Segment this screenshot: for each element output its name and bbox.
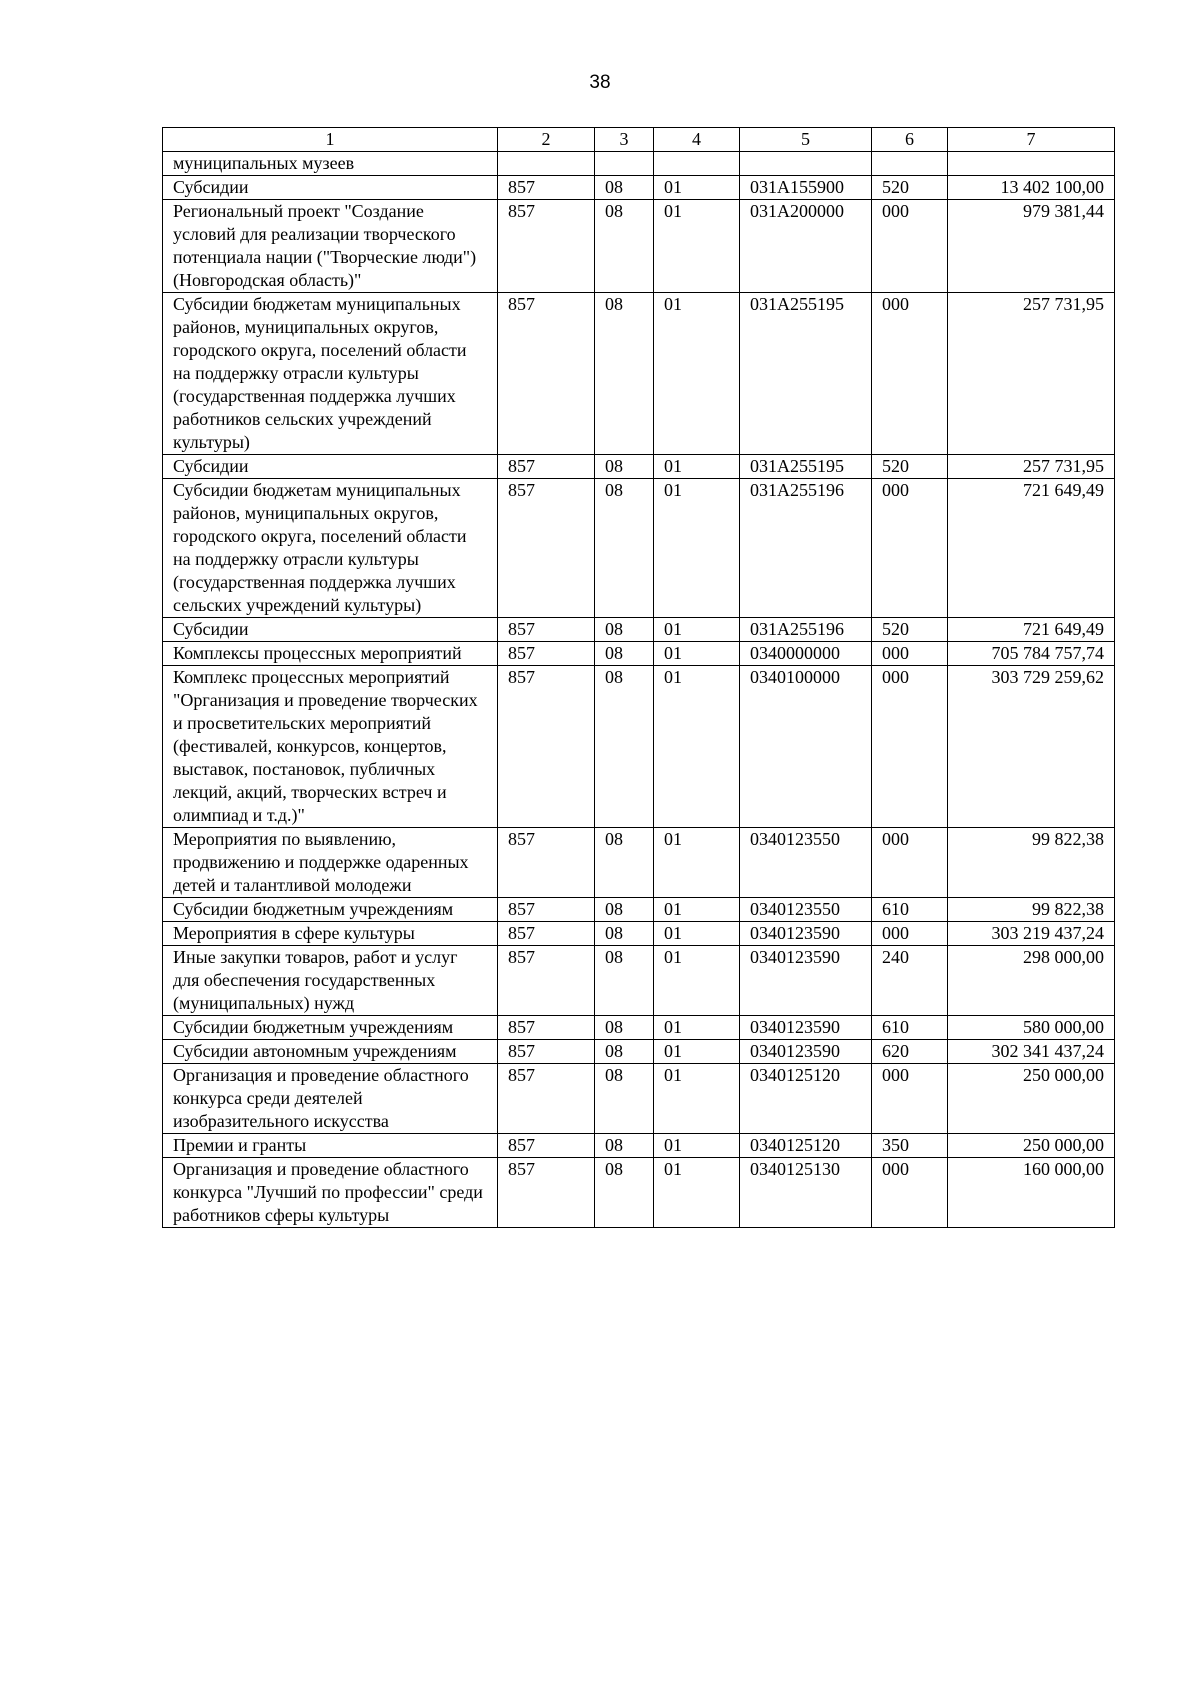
table-header-row <box>163 128 1115 152</box>
cell-target-article: 031А155900 <box>740 176 872 200</box>
cell-expense-type: 520 <box>872 618 948 642</box>
cell-expense-type: 000 <box>872 479 948 618</box>
cell-section: 08 <box>595 828 654 898</box>
cell-subsection: 01 <box>654 1064 740 1134</box>
cell-expense-type: 000 <box>872 922 948 946</box>
table-row <box>163 898 1115 922</box>
cell-target-article: 031А200000 <box>740 200 872 293</box>
cell-expense-type: 000 <box>872 828 948 898</box>
table-row <box>163 1158 1115 1228</box>
cell-name: Иные закупки товаров, работ и услуг для обеспечения государственных (муниципальных) нужд <box>163 946 498 1016</box>
cell-section: 08 <box>595 455 654 479</box>
cell-name: Субсидии <box>163 618 498 642</box>
cell-section: 08 <box>595 666 654 828</box>
cell-ministry-code: 857 <box>498 922 595 946</box>
cell-ministry-code: 857 <box>498 1064 595 1134</box>
cell-subsection: 01 <box>654 1040 740 1064</box>
cell-target-article: 031А255196 <box>740 479 872 618</box>
table-row <box>163 200 1115 293</box>
cell-amount: 160 000,00 <box>948 1158 1115 1228</box>
column-header-4: 4 <box>654 128 740 152</box>
cell-name: Комплексы процессных мероприятий <box>163 642 498 666</box>
cell-target-article: 0340125120 <box>740 1064 872 1134</box>
cell-section: 08 <box>595 618 654 642</box>
cell-name: Региональный проект "Создание условий для реализации творческого потенциала нации ("Творческие люди") (Новгородская область)" <box>163 200 498 293</box>
cell-amount: 13 402 100,00 <box>948 176 1115 200</box>
cell-amount: 298 000,00 <box>948 946 1115 1016</box>
cell-expense-type: 000 <box>872 1158 948 1228</box>
cell-ministry-code: 857 <box>498 946 595 1016</box>
cell-target-article: 031А255196 <box>740 618 872 642</box>
cell-target-article: 0340000000 <box>740 642 872 666</box>
cell-target-article: 0340125120 <box>740 1134 872 1158</box>
cell-subsection: 01 <box>654 293 740 455</box>
cell-ministry-code: 857 <box>498 479 595 618</box>
cell-name: Субсидии автономным учреждениям <box>163 1040 498 1064</box>
cell-amount: 302 341 437,24 <box>948 1040 1115 1064</box>
cell-amount: 250 000,00 <box>948 1064 1115 1134</box>
cell-ministry-code: 857 <box>498 828 595 898</box>
table-row <box>163 176 1115 200</box>
page-number: 38 <box>589 72 611 93</box>
cell-section: 08 <box>595 898 654 922</box>
cell-amount: 979 381,44 <box>948 200 1115 293</box>
cell-expense-type: 610 <box>872 898 948 922</box>
column-header-6: 6 <box>872 128 948 152</box>
cell-target-article <box>740 152 872 176</box>
cell-name: Премии и гранты <box>163 1134 498 1158</box>
cell-amount: 99 822,38 <box>948 898 1115 922</box>
cell-section: 08 <box>595 200 654 293</box>
table-row <box>163 828 1115 898</box>
table-row <box>163 152 1115 176</box>
cell-ministry-code: 857 <box>498 666 595 828</box>
cell-expense-type: 000 <box>872 200 948 293</box>
cell-ministry-code: 857 <box>498 1134 595 1158</box>
table-row <box>163 479 1115 618</box>
cell-section: 08 <box>595 922 654 946</box>
table-row <box>163 922 1115 946</box>
cell-section: 08 <box>595 176 654 200</box>
cell-target-article: 0340123590 <box>740 922 872 946</box>
cell-amount: 721 649,49 <box>948 618 1115 642</box>
cell-ministry-code: 857 <box>498 642 595 666</box>
cell-expense-type: 350 <box>872 1134 948 1158</box>
cell-subsection <box>654 152 740 176</box>
cell-amount: 705 784 757,74 <box>948 642 1115 666</box>
table-row <box>163 455 1115 479</box>
cell-amount: 257 731,95 <box>948 293 1115 455</box>
cell-subsection: 01 <box>654 1134 740 1158</box>
cell-amount: 250 000,00 <box>948 1134 1115 1158</box>
column-header-1: 1 <box>163 128 498 152</box>
cell-subsection: 01 <box>654 828 740 898</box>
cell-subsection: 01 <box>654 946 740 1016</box>
cell-subsection: 01 <box>654 642 740 666</box>
cell-target-article: 0340125130 <box>740 1158 872 1228</box>
cell-section: 08 <box>595 1158 654 1228</box>
column-header-2: 2 <box>498 128 595 152</box>
cell-ministry-code: 857 <box>498 898 595 922</box>
cell-target-article: 0340123590 <box>740 1016 872 1040</box>
table-row <box>163 666 1115 828</box>
cell-subsection: 01 <box>654 1158 740 1228</box>
cell-name: Субсидии <box>163 176 498 200</box>
cell-expense-type: 000 <box>872 666 948 828</box>
cell-target-article: 031А255195 <box>740 293 872 455</box>
cell-name: Субсидии бюджетам муниципальных районов, муниципальных округов, городского округа, поселений области на поддержку отрасли культуры (государственная поддержка лучших сельских учреждений культуры) <box>163 479 498 618</box>
cell-subsection: 01 <box>654 922 740 946</box>
column-header-5: 5 <box>740 128 872 152</box>
cell-subsection: 01 <box>654 618 740 642</box>
cell-expense-type: 000 <box>872 293 948 455</box>
table-row <box>163 1016 1115 1040</box>
cell-section: 08 <box>595 1064 654 1134</box>
cell-ministry-code: 857 <box>498 1158 595 1228</box>
cell-section: 08 <box>595 1134 654 1158</box>
table-row <box>163 618 1115 642</box>
cell-amount: 257 731,95 <box>948 455 1115 479</box>
cell-name: Организация и проведение областного конкурса "Лучший по профессии" среди работников сферы культуры <box>163 1158 498 1228</box>
cell-amount: 303 729 259,62 <box>948 666 1115 828</box>
table-row <box>163 1040 1115 1064</box>
cell-target-article: 0340123550 <box>740 898 872 922</box>
cell-ministry-code <box>498 152 595 176</box>
column-header-3: 3 <box>595 128 654 152</box>
cell-expense-type: 520 <box>872 455 948 479</box>
cell-name: Мероприятия в сфере культуры <box>163 922 498 946</box>
cell-amount: 99 822,38 <box>948 828 1115 898</box>
table-body <box>163 152 1115 1228</box>
cell-name: Комплекс процессных мероприятий "Организация и проведение творческих и просветительских мероприятий (фестивалей, конкурсов, концертов, выставок, постановок, публичных лекций, акций, творческих встреч и олимпиад и т.д.)" <box>163 666 498 828</box>
cell-amount: 721 649,49 <box>948 479 1115 618</box>
cell-expense-type: 520 <box>872 176 948 200</box>
cell-section: 08 <box>595 1016 654 1040</box>
cell-subsection: 01 <box>654 479 740 618</box>
cell-ministry-code: 857 <box>498 618 595 642</box>
cell-ministry-code: 857 <box>498 176 595 200</box>
table-row <box>163 1064 1115 1134</box>
cell-name: Организация и проведение областного конкурса среди деятелей изобразительного искусства <box>163 1064 498 1134</box>
cell-ministry-code: 857 <box>498 1040 595 1064</box>
cell-amount: 580 000,00 <box>948 1016 1115 1040</box>
cell-expense-type: 610 <box>872 1016 948 1040</box>
budget-table <box>162 127 1115 1228</box>
cell-name: муниципальных музеев <box>163 152 498 176</box>
cell-target-article: 0340123550 <box>740 828 872 898</box>
cell-expense-type <box>872 152 948 176</box>
cell-section: 08 <box>595 479 654 618</box>
cell-section: 08 <box>595 946 654 1016</box>
cell-subsection: 01 <box>654 666 740 828</box>
table-row <box>163 946 1115 1016</box>
cell-expense-type: 620 <box>872 1040 948 1064</box>
cell-name: Субсидии бюджетным учреждениям <box>163 1016 498 1040</box>
cell-subsection: 01 <box>654 1016 740 1040</box>
cell-subsection: 01 <box>654 898 740 922</box>
cell-target-article: 0340123590 <box>740 946 872 1016</box>
cell-name: Субсидии <box>163 455 498 479</box>
cell-amount: 303 219 437,24 <box>948 922 1115 946</box>
cell-section: 08 <box>595 1040 654 1064</box>
cell-target-article: 031А255195 <box>740 455 872 479</box>
cell-expense-type: 240 <box>872 946 948 1016</box>
cell-ministry-code: 857 <box>498 455 595 479</box>
cell-section: 08 <box>595 642 654 666</box>
cell-section <box>595 152 654 176</box>
cell-name: Субсидии бюджетным учреждениям <box>163 898 498 922</box>
cell-subsection: 01 <box>654 455 740 479</box>
cell-amount <box>948 152 1115 176</box>
cell-ministry-code: 857 <box>498 200 595 293</box>
table-row <box>163 642 1115 666</box>
cell-target-article: 0340123590 <box>740 1040 872 1064</box>
cell-target-article: 0340100000 <box>740 666 872 828</box>
cell-section: 08 <box>595 293 654 455</box>
cell-name: Субсидии бюджетам муниципальных районов, муниципальных округов, городского округа, поселений области на поддержку отрасли культуры (государственная поддержка лучших работников сельских учреждений культуры) <box>163 293 498 455</box>
cell-ministry-code: 857 <box>498 293 595 455</box>
table-row <box>163 1134 1115 1158</box>
table-row <box>163 293 1115 455</box>
cell-name: Мероприятия по выявлению, продвижению и поддержке одаренных детей и талантливой молодежи <box>163 828 498 898</box>
cell-ministry-code: 857 <box>498 1016 595 1040</box>
column-header-7: 7 <box>948 128 1115 152</box>
cell-expense-type: 000 <box>872 1064 948 1134</box>
cell-expense-type: 000 <box>872 642 948 666</box>
cell-subsection: 01 <box>654 200 740 293</box>
cell-subsection: 01 <box>654 176 740 200</box>
